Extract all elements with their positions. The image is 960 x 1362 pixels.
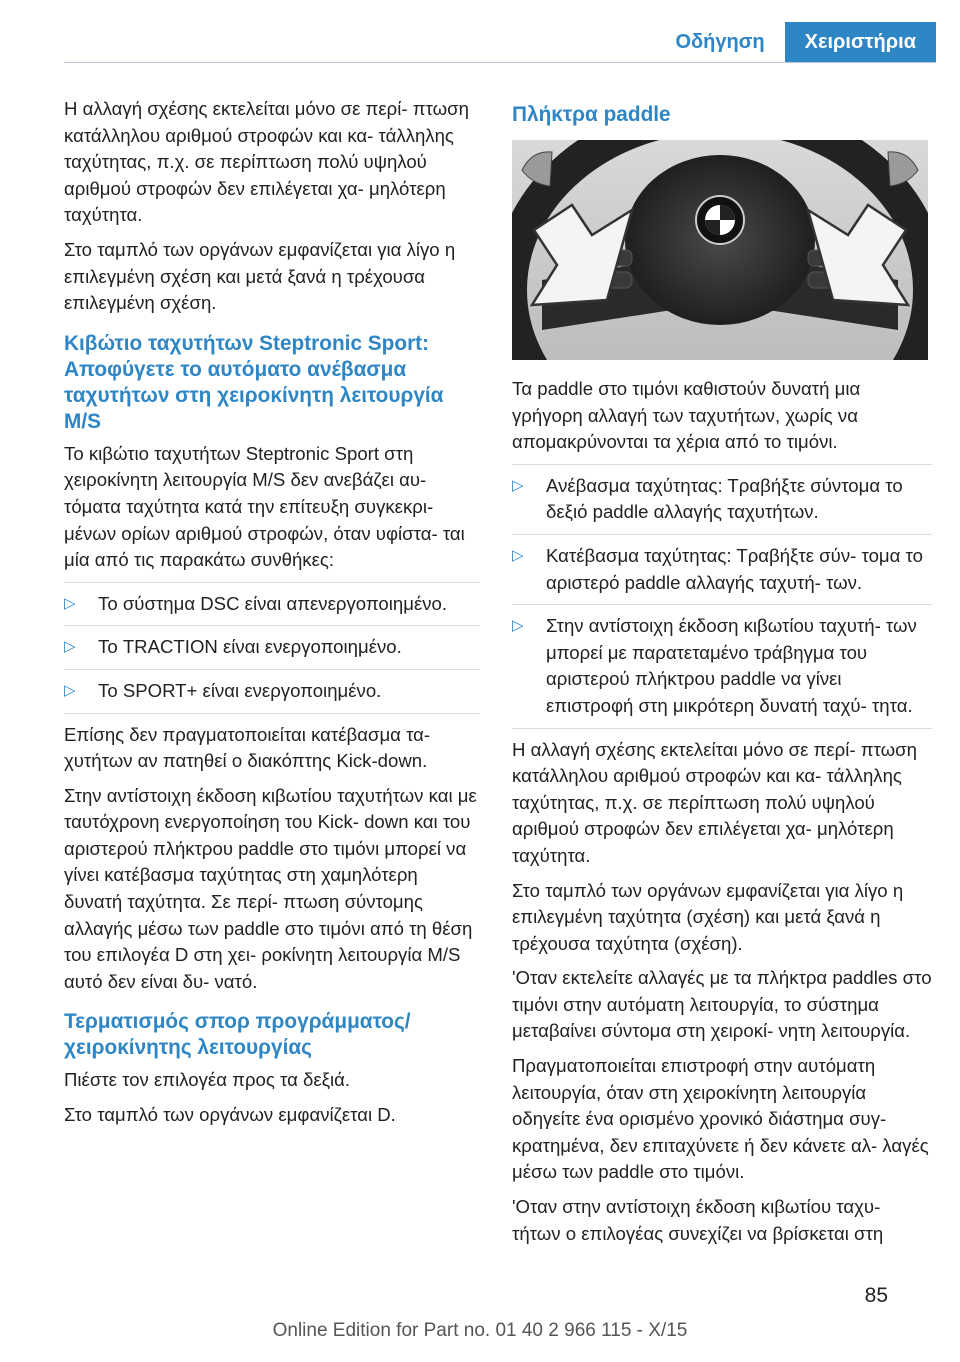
bullet-list — [64, 582, 480, 714]
header-tabs — [655, 22, 936, 62]
list-item-text: Ανέβασμα ταχύτητας: Τραβήξτε σύντομα το δεξιό paddle αλλαγής ταχυτήτων. — [546, 474, 903, 523]
left-column — [64, 96, 480, 1137]
page-number: 85 — [864, 1284, 888, 1307]
paragraph: Στο ταμπλό των οργάνων εμφανίζεται D. — [64, 1104, 396, 1126]
bullet-arrow-icon: ▷ — [64, 681, 76, 699]
list-item-text: Το TRACTION είναι ενεργοποιημένο. — [98, 636, 402, 658]
tab-chapter[interactable]: Χειριστήρια — [785, 22, 936, 62]
list-item-text: Κατέβασμα ταχύτητας: Τραβήξτε σύν- τομα το αριστερό paddle αλλαγής ταχυτή- των. — [546, 544, 923, 593]
bullet-list — [512, 464, 932, 729]
list-item-text: Στην αντίστοιχη έκδοση κιβωτίου ταχυτή- των μπορεί με παρατεταμένο τράβηγμα του αριστερού πλήκτρου paddle να γίνει επιστροφή στη μικρότερη δυνατή ταχύ- τητα. — [546, 615, 917, 716]
section-heading: Κιβώτιο ταχυτήτων Steptronic Sport: Αποφύγετε το αυτόματο ανέβασμα ταχυτήτων στη χειροκίνητη λειτουργία M/S — [64, 331, 444, 433]
paragraph: Στην αντίστοιχη έκδοση κιβωτίου ταχυτήτων και με ταυτόχρονη ενεργοποίηση του Kick- down και του αριστερού πλήκτρου paddle στο τιμόνι μπορεί να γίνει κατέβασμα ταχύτητας στη χαμηλότερη δυνατή ταχύτητα. Σε περί- πτωση σύντομης αλλαγής μέσω των paddle στο τιμόνι από τη θέση του επιλογέα D στη χει- ροκίνητη λειτουργία M/S αυτό δεν είναι δυ- νατό. — [64, 784, 477, 992]
paragraph: Στο ταμπλό των οργάνων εμφανίζεται για λίγο η επιλεγμένη σχέση και μετά ξανά η τρέχουσα επιλεγμένη σχέση. — [64, 238, 456, 314]
bullet-arrow-icon: ▷ — [512, 546, 524, 564]
list-item — [512, 604, 932, 728]
paragraph: Η αλλαγή σχέσης εκτελείται μόνο σε περί- πτωση κατάλληλου αριθμού στροφών και κα- τάλληλης ταχύτητας, π.χ. σε περίπτωση πολύ υψηλού αριθμού στροφών δεν επιλέγεται χα- μηλότερη ταχύτητα. — [64, 98, 469, 226]
bullet-arrow-icon: ▷ — [64, 594, 76, 612]
list-item — [64, 669, 480, 714]
right-column — [512, 96, 932, 1255]
list-item — [64, 582, 480, 618]
paragraph: Πραγματοποιείται επιστροφή στην αυτόματη λειτουργία, όταν στη χειροκίνητη λειτουργία οδηγείτε ένα ορισμένο χρονικό διάστημα συγ- κρατημένα, δεν επιταχύνετε ή δεν κάνετε αλ- λαγές μέσω των paddle στο τιμόνι. — [512, 1055, 929, 1183]
paragraph: 'Οταν εκτελείτε αλλαγές με τα πλήκτρα paddles στο τιμόνι στην αυτόματη λειτουργία, το σύστημα μεταβαίνει σύντομα στη χειροκί- νητη λειτουργία. — [512, 967, 932, 1042]
header-divider — [64, 62, 936, 63]
list-item-text: Το σύστημα DSC είναι απενεργοποιημένο. — [98, 592, 448, 614]
edition-footer: Online Edition for Part no. 01 40 2 966 115 - X/15 — [272, 1320, 688, 1341]
list-item — [512, 534, 932, 596]
bullet-arrow-icon: ▷ — [512, 476, 524, 494]
paragraph: Στο ταμπλό των οργάνων εμφανίζεται για λίγο η επιλεγμένη ταχύτητα (σχέση) και μετά ξανά η τρέχουσα ταχύτητα (σχέση). — [512, 879, 904, 954]
paragraph: Πιέστε τον επιλογέα προς τα δεξιά. — [64, 1069, 350, 1091]
paragraph: Το κιβώτιο ταχυτήτων Steptronic Sport στη χειροκίνητη λειτουργία M/S δεν ανεβάζει αυ- τόματα ταχύτητα κατά την επίτευξη συγκεκρι- μένων ορίων αριθμού στροφών, όταν υφίστα- ται μία από τις παρακάτω συνθήκες: — [64, 442, 465, 571]
steering-wheel-paddle-photo — [512, 140, 928, 360]
bullet-arrow-icon: ▷ — [64, 638, 76, 656]
list-item-text: Το SPORT+ είναι ενεργοποιημένο. — [98, 679, 382, 701]
section-heading: Πλήκτρα paddle — [512, 103, 671, 126]
tab-section[interactable]: Οδήγηση — [655, 22, 784, 62]
paragraph: Τα paddle στο τιμόνι καθιστούν δυνατή μια γρήγορη αλλαγή των ταχυτήτων, χωρίς να απομακρύνονται τα χέρια από το τιμόνι. — [512, 378, 861, 453]
paragraph: 'Οταν στην αντίστοιχη έκδοση κιβωτίου ταχυ- τήτων ο επιλογέας συνεχίζει να βρίσκεται στη — [512, 1196, 884, 1244]
paragraph: Η αλλαγή σχέσης εκτελείται μόνο σε περί- πτωση κατάλληλου αριθμού στροφών και κα- τάλληλης ταχύτητας, π.χ. σε περίπτωση πολύ υψηλού αριθμού στροφών δεν επιλέγεται χα- μηλότερη ταχύτητα. — [512, 738, 917, 866]
section-heading: Τερματισμός σπορ προγράμματος/ χειροκίνητης λειτουργίας — [64, 1010, 411, 1060]
list-item — [64, 625, 480, 661]
bullet-arrow-icon: ▷ — [512, 617, 524, 635]
paragraph: Επίσης δεν πραγματοποιείται κατέβασμα τα- χυτήτων αν πατηθεί ο διακόπτης Kick-down. — [64, 723, 431, 772]
list-item — [512, 464, 932, 526]
